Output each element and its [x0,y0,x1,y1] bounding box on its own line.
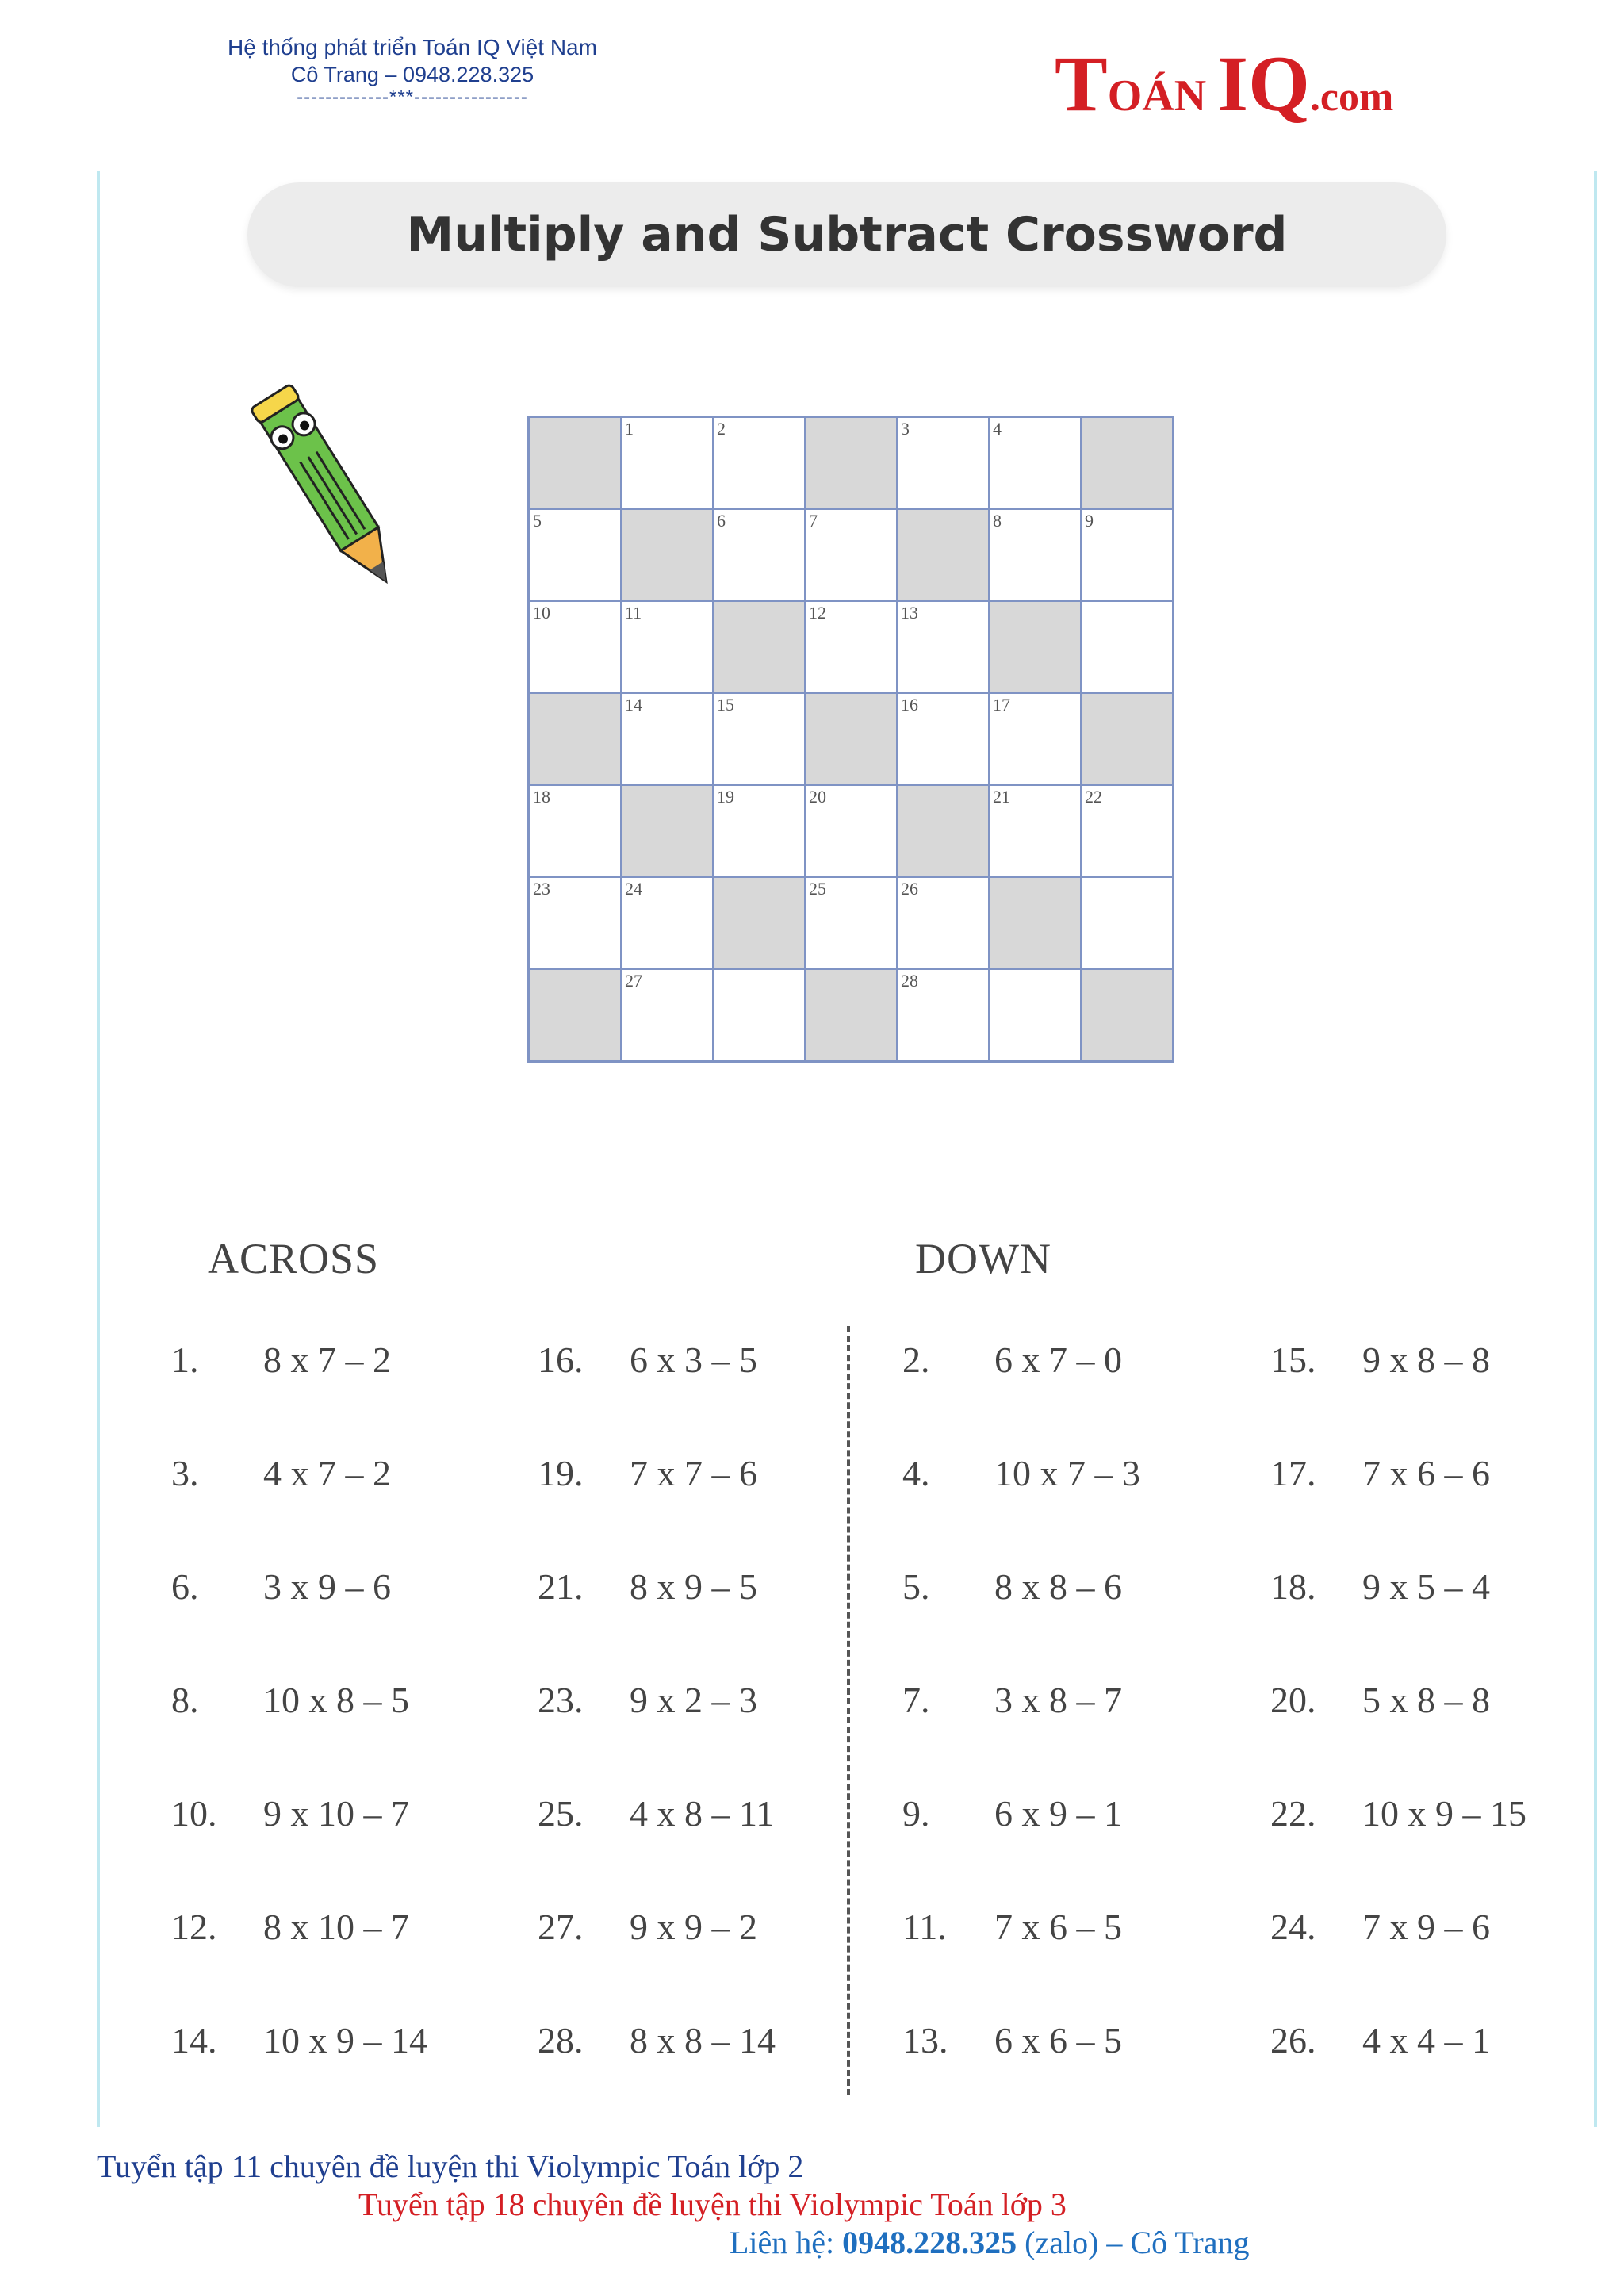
clue-number: 18 [533,787,550,807]
blocked-cell [714,602,804,692]
clue-number: 3 [901,419,910,439]
logo-part-3: IQ [1217,40,1310,128]
clue-item-number: 12. [171,1907,217,1947]
clue-expression: 9 x 2 – 3 [630,1680,757,1720]
clue-item-number: 28. [538,2020,584,2060]
answer-cell[interactable] [530,878,620,968]
clue-item [538,2019,776,2061]
clue-item-number: 16. [538,1340,584,1380]
answer-cell[interactable] [714,970,804,1060]
answer-cell[interactable] [898,602,988,692]
clue-number: 6 [717,511,726,531]
clue-expression: 10 x 8 – 5 [263,1680,409,1720]
clue-item-number: 5. [902,1566,930,1607]
clue-number: 16 [901,695,918,715]
title-banner [247,182,1446,287]
blocked-cell [898,510,988,600]
clue-expression: 7 x 7 – 6 [630,1453,757,1493]
clue-item [902,1679,1122,1721]
clue-expression: 6 x 9 – 1 [994,1793,1122,1834]
footer-phone: 0948.228.325 [842,2225,1017,2260]
clue-item-number: 15. [1270,1340,1316,1380]
answer-cell[interactable] [806,602,896,692]
clue-expression: 3 x 8 – 7 [994,1680,1122,1720]
clue-item-number: 22. [1270,1793,1316,1834]
answer-cell[interactable] [714,786,804,876]
header-line-2: Cô Trang – 0948.228.325 [290,63,534,86]
clue-expression: 9 x 10 – 7 [263,1793,409,1834]
clue-expression: 8 x 8 – 6 [994,1566,1122,1607]
answer-cell[interactable] [1082,878,1172,968]
clue-item-number: 9. [902,1793,930,1834]
clue-number: 23 [533,879,550,899]
logo-part-1: T [1055,40,1108,128]
answer-cell[interactable] [530,510,620,600]
blocked-cell [530,970,620,1060]
clue-item-number: 18. [1270,1566,1316,1607]
blocked-cell [990,878,1080,968]
clue-expression: 8 x 9 – 5 [630,1566,757,1607]
footer-contact-label: Liên hệ: [730,2225,843,2260]
blocked-cell [1082,418,1172,508]
column-divider [847,1326,850,2095]
clue-item-number: 26. [1270,2020,1316,2060]
clue-expression: 7 x 9 – 6 [1362,1907,1490,1947]
blocked-cell [622,510,712,600]
blocked-cell [622,786,712,876]
clue-expression: 7 x 6 – 6 [1362,1453,1490,1493]
pencil-icon [230,349,420,619]
clue-number: 13 [901,603,918,623]
frame-line-left [97,171,100,2127]
clue-number: 11 [625,603,642,623]
clue-item [538,1566,757,1608]
blocked-cell [1082,970,1172,1060]
answer-cell[interactable] [622,418,712,508]
clue-item [1270,1679,1490,1721]
clue-expression: 10 x 7 – 3 [994,1453,1140,1493]
blocked-cell [530,418,620,508]
clue-number: 27 [625,971,642,991]
clue-expression: 3 x 9 – 6 [263,1566,391,1607]
clue-expression: 10 x 9 – 15 [1362,1793,1526,1834]
logo-part-4: .com [1309,75,1394,120]
answer-cell[interactable] [990,694,1080,784]
clue-number: 5 [533,511,542,531]
clue-number: 15 [717,695,734,715]
clue-item [171,1906,409,1948]
clue-item [171,1679,409,1721]
blocked-cell [1082,694,1172,784]
clue-item [1270,1906,1490,1948]
clue-item-number: 11. [902,1907,947,1947]
blocked-cell [898,786,988,876]
clue-item-number: 14. [171,2020,217,2060]
clue-item [902,1792,1122,1834]
clue-expression: 9 x 9 – 2 [630,1907,757,1947]
clue-number: 24 [625,879,642,899]
clue-expression: 4 x 8 – 11 [630,1793,775,1834]
clue-item [538,1906,757,1948]
frame-line-right [1594,171,1597,2127]
clue-item [171,1339,391,1381]
header-info [159,33,666,108]
footer-line-2: Tuyển tập 18 chuyên đề luyện thi Violympic Toán lớp 3 [358,2187,1067,2222]
clue-item-number: 20. [1270,1680,1316,1720]
down-heading: DOWN [915,1235,1051,1282]
clue-expression: 4 x 7 – 2 [263,1453,391,1493]
clue-number: 20 [809,787,826,807]
blocked-cell [530,694,620,784]
answer-cell[interactable] [530,786,620,876]
answer-cell[interactable] [990,786,1080,876]
clue-item-number: 25. [538,1793,584,1834]
clue-item [1270,1566,1490,1608]
clue-number: 1 [625,419,634,439]
clue-item [538,1792,774,1834]
clue-item-number: 24. [1270,1907,1316,1947]
clue-number: 26 [901,879,918,899]
across-heading: ACROSS [208,1235,380,1282]
answer-cell[interactable] [990,510,1080,600]
logo-part-2: OÁN [1107,71,1218,121]
clue-expression: 6 x 7 – 0 [994,1340,1122,1380]
clue-item-number: 13. [902,2020,948,2060]
blocked-cell [806,418,896,508]
footer-contact-suffix: (zalo) – Cô Trang [1017,2225,1250,2260]
clue-item [902,1566,1122,1608]
answer-cell[interactable] [622,602,712,692]
answer-cell[interactable] [1082,510,1172,600]
crossword-grid [527,416,1174,1063]
clue-item-number: 2. [902,1340,930,1380]
answer-cell[interactable] [806,786,896,876]
answer-cell[interactable] [898,878,988,968]
clue-item-number: 27. [538,1907,584,1947]
clue-number: 7 [809,511,818,531]
clue-expression: 10 x 9 – 14 [263,2020,427,2060]
clue-number: 28 [901,971,918,991]
page-title: Multiply and Subtract Crossword [406,207,1288,263]
clue-expression: 9 x 8 – 8 [1362,1340,1490,1380]
clue-item-number: 23. [538,1680,584,1720]
clue-number: 12 [809,603,826,623]
blocked-cell [806,694,896,784]
clue-item-number: 1. [171,1340,199,1380]
answer-cell[interactable] [1082,786,1172,876]
clue-number: 2 [717,419,726,439]
clue-item [902,1452,1140,1494]
clue-item [1270,1339,1490,1381]
clue-item [1270,1792,1526,1834]
clue-expression: 8 x 10 – 7 [263,1907,409,1947]
answer-cell[interactable] [622,970,712,1060]
clue-number: 21 [993,787,1010,807]
clue-number: 4 [993,419,1002,439]
clue-item [902,2019,1122,2061]
answer-cell[interactable] [714,510,804,600]
answer-cell[interactable] [898,694,988,784]
answer-cell[interactable] [1082,602,1172,692]
clue-expression: 8 x 8 – 14 [630,2020,776,2060]
clue-expression: 5 x 8 – 8 [1362,1680,1490,1720]
clue-item-number: 19. [538,1453,584,1493]
clue-expression: 6 x 6 – 5 [994,2020,1122,2060]
clue-item-number: 6. [171,1566,199,1607]
answer-cell[interactable] [898,418,988,508]
answer-cell[interactable] [990,970,1080,1060]
answer-cell[interactable] [990,418,1080,508]
clue-expression: 7 x 6 – 5 [994,1907,1122,1947]
footer-line-1: Tuyển tập 11 chuyên đề luyện thi Violympic Toán lớp 2 [97,2148,804,2184]
clue-item-number: 17. [1270,1453,1316,1493]
answer-cell[interactable] [530,602,620,692]
answer-cell[interactable] [622,694,712,784]
clue-number: 10 [533,603,550,623]
answer-cell[interactable] [806,510,896,600]
clue-expression: 6 x 3 – 5 [630,1340,757,1380]
blocked-cell [806,970,896,1060]
clue-item-number: 7. [902,1680,930,1720]
clue-item-number: 8. [171,1680,199,1720]
clue-item [171,2019,427,2061]
clue-expression: 4 x 4 – 1 [1362,2020,1490,2060]
clue-number: 14 [625,695,642,715]
clue-item [538,1679,757,1721]
clue-number: 22 [1085,787,1102,807]
clue-number: 25 [809,879,826,899]
clue-item-number: 21. [538,1566,584,1607]
answer-cell[interactable] [898,970,988,1060]
footer-line-3 [730,2224,1250,2261]
clue-item [171,1792,409,1834]
clue-expression: 8 x 7 – 2 [263,1340,391,1380]
clue-expression: 9 x 5 – 4 [1362,1566,1490,1607]
clue-item [171,1566,391,1608]
answer-cell[interactable] [622,878,712,968]
clue-item [902,1339,1122,1381]
clue-number: 17 [993,695,1010,715]
blocked-cell [714,878,804,968]
clue-number: 9 [1085,511,1094,531]
clue-item [902,1906,1122,1948]
clue-item-number: 10. [171,1793,217,1834]
answer-cell[interactable] [714,418,804,508]
clue-item [538,1339,757,1381]
clue-item-number: 3. [171,1453,199,1493]
clue-number: 8 [993,511,1002,531]
header-line-3: -------------***---------------- [297,86,528,108]
toaniq-logo [1055,38,1393,129]
clue-item [171,1452,391,1494]
clue-number: 19 [717,787,734,807]
header-line-1: Hệ thống phát triển Toán IQ Việt Nam [228,35,597,59]
answer-cell[interactable] [714,694,804,784]
answer-cell[interactable] [806,878,896,968]
clue-item [538,1452,757,1494]
clue-item [1270,1452,1490,1494]
clue-item-number: 4. [902,1453,930,1493]
clue-item [1270,2019,1490,2061]
blocked-cell [990,602,1080,692]
